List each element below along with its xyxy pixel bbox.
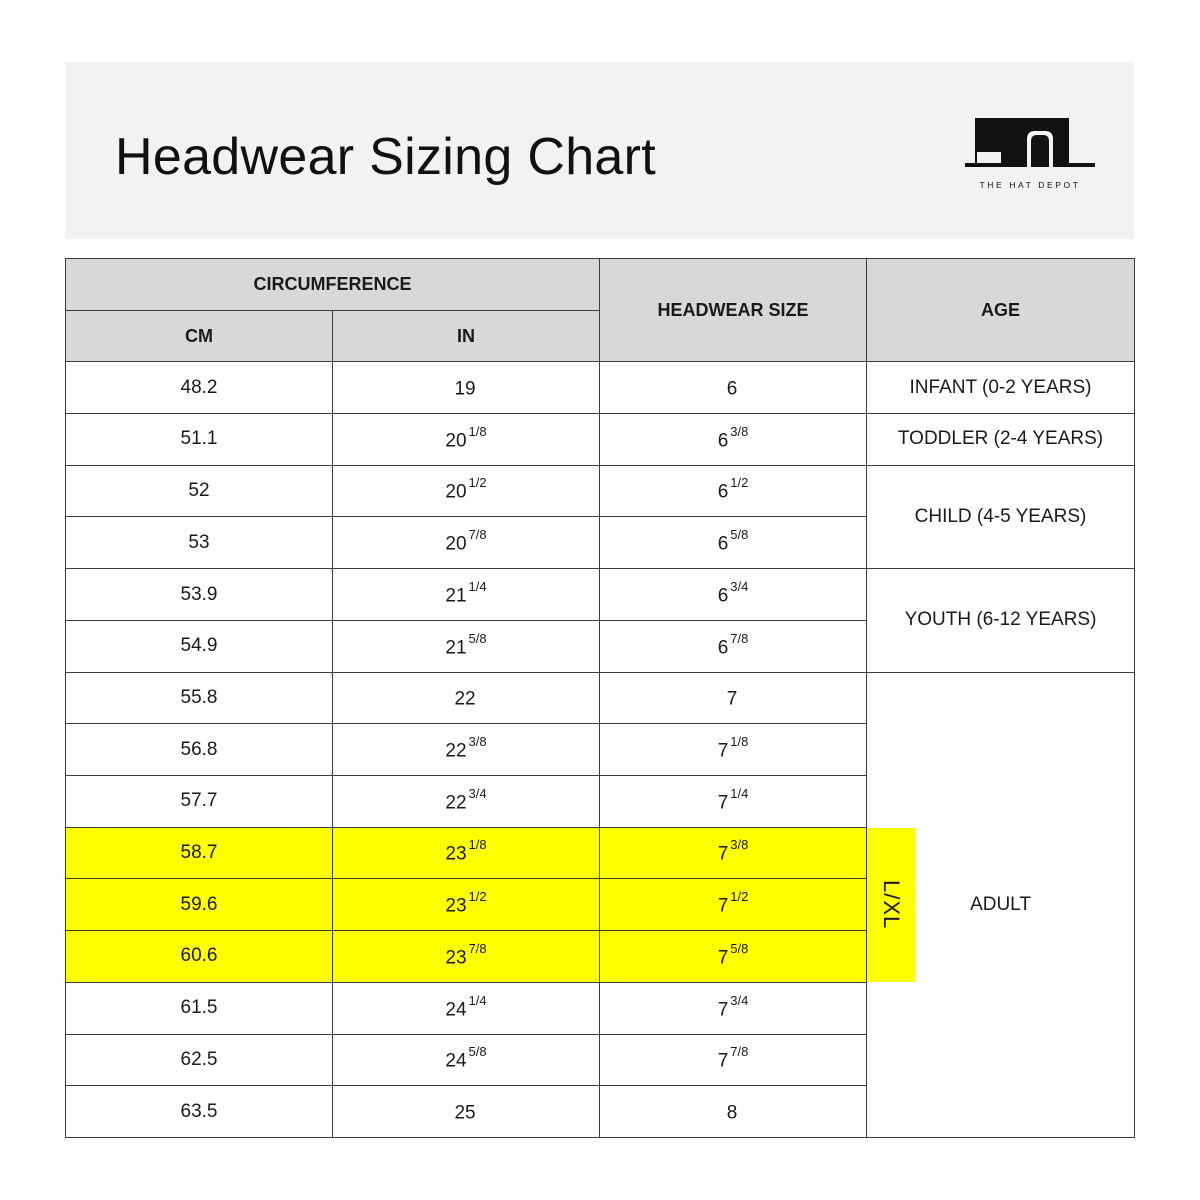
in-cell <box>333 1034 600 1086</box>
page-title: Headwear Sizing Chart <box>115 128 657 186</box>
age-cell-infant: INFANT (0-2 YEARS) <box>867 362 1135 414</box>
size-whole: 6 <box>726 378 738 400</box>
table-row <box>66 414 1135 466</box>
size-fraction: 3/4 <box>730 578 749 594</box>
size-whole: 6 <box>717 585 729 607</box>
table-row <box>66 465 1135 517</box>
in-cell <box>333 569 600 621</box>
in-fraction: 1/8 <box>468 837 487 853</box>
size-fraction: 1/8 <box>730 733 749 749</box>
in-fraction: 1/2 <box>468 475 487 491</box>
brand-name: THE HAT DEPOT <box>979 180 1081 190</box>
size-cell <box>600 414 867 466</box>
in-whole: 21 <box>445 636 467 658</box>
cm-cell: 52 <box>66 465 333 517</box>
sizing-table <box>65 258 1135 1138</box>
size-cell <box>600 362 867 414</box>
size-cell <box>600 672 867 724</box>
in-cell <box>333 724 600 776</box>
size-whole: 6 <box>717 481 729 503</box>
cm-cell: 60.6 <box>66 931 333 983</box>
size-whole: 7 <box>717 947 729 969</box>
brand-logo <box>965 117 1095 197</box>
cm-cell: 48.2 <box>66 362 333 414</box>
header-banner <box>65 62 1134 239</box>
size-cell <box>600 1086 867 1138</box>
table-row <box>66 672 1135 724</box>
in-cell <box>333 1086 600 1138</box>
circumference-header: CIRCUMFERENCE <box>66 259 600 311</box>
lxl-label: L/XL <box>879 879 905 930</box>
adult-label: ADULT <box>970 893 1031 915</box>
size-fraction: 3/8 <box>730 837 749 853</box>
cm-header: CM <box>66 310 333 362</box>
in-fraction: 3/4 <box>468 785 487 801</box>
size-whole: 7 <box>726 688 738 710</box>
size-cell <box>600 465 867 517</box>
in-fraction: 5/8 <box>468 630 487 646</box>
in-fraction: 5/8 <box>468 1044 487 1060</box>
size-cell <box>600 931 867 983</box>
size-whole: 7 <box>717 740 729 762</box>
size-cell <box>600 879 867 931</box>
size-cell <box>600 827 867 879</box>
size-fraction: 5/8 <box>730 940 749 956</box>
size-fraction: 7/8 <box>730 630 749 646</box>
in-fraction: 1/4 <box>468 992 487 1008</box>
in-whole: 24 <box>445 998 467 1020</box>
age-cell-toddler: TODDLER (2-4 YEARS) <box>867 414 1135 466</box>
age-header: AGE <box>867 259 1135 362</box>
age-cell-adult <box>867 672 1135 1137</box>
in-header: IN <box>333 310 600 362</box>
cm-cell: 53 <box>66 517 333 569</box>
in-fraction: 7/8 <box>468 940 487 956</box>
in-cell <box>333 620 600 672</box>
size-cell <box>600 620 867 672</box>
in-cell <box>333 776 600 828</box>
cm-cell: 58.7 <box>66 827 333 879</box>
in-fraction: 7/8 <box>468 527 487 543</box>
size-fraction: 3/8 <box>730 423 749 439</box>
in-cell <box>333 672 600 724</box>
in-whole: 20 <box>445 430 467 452</box>
in-whole: 21 <box>445 585 467 607</box>
in-cell <box>333 414 600 466</box>
size-fraction: 3/4 <box>730 992 749 1008</box>
in-whole: 20 <box>445 481 467 503</box>
in-whole: 23 <box>445 843 467 865</box>
size-whole: 7 <box>717 998 729 1020</box>
size-fraction: 5/8 <box>730 527 749 543</box>
in-cell <box>333 362 600 414</box>
size-cell <box>600 724 867 776</box>
in-whole: 19 <box>454 378 476 400</box>
in-cell <box>333 982 600 1034</box>
hat-depot-logo-icon <box>965 117 1095 177</box>
in-cell <box>333 517 600 569</box>
size-fraction: 7/8 <box>730 1044 749 1060</box>
cm-cell: 55.8 <box>66 672 333 724</box>
in-whole: 22 <box>445 740 467 762</box>
size-whole: 6 <box>717 636 729 658</box>
in-whole: 22 <box>454 688 476 710</box>
table-row <box>66 362 1135 414</box>
size-whole: 8 <box>726 1102 738 1124</box>
size-whole: 7 <box>717 843 729 865</box>
in-fraction: 3/8 <box>468 733 487 749</box>
in-whole: 23 <box>445 895 467 917</box>
in-cell <box>333 879 600 931</box>
size-whole: 6 <box>717 533 729 555</box>
in-whole: 24 <box>445 1050 467 1072</box>
in-cell <box>333 827 600 879</box>
size-cell <box>600 517 867 569</box>
table-row <box>66 569 1135 621</box>
size-whole: 7 <box>717 895 729 917</box>
size-whole: 6 <box>717 430 729 452</box>
in-whole: 22 <box>445 792 467 814</box>
cm-cell: 62.5 <box>66 1034 333 1086</box>
age-cell-child: CHILD (4-5 YEARS) <box>867 465 1135 568</box>
cm-cell: 63.5 <box>66 1086 333 1138</box>
size-cell <box>600 1034 867 1086</box>
size-fraction: 1/2 <box>730 475 749 491</box>
cm-cell: 59.6 <box>66 879 333 931</box>
size-fraction: 1/4 <box>730 785 749 801</box>
cm-cell: 57.7 <box>66 776 333 828</box>
size-fraction: 1/2 <box>730 889 749 905</box>
cm-cell: 61.5 <box>66 982 333 1034</box>
in-fraction: 1/4 <box>468 578 487 594</box>
size-whole: 7 <box>717 792 729 814</box>
size-whole: 7 <box>717 1050 729 1072</box>
cm-cell: 56.8 <box>66 724 333 776</box>
in-whole: 20 <box>445 533 467 555</box>
age-cell-youth: YOUTH (6-12 YEARS) <box>867 569 1135 672</box>
size-cell <box>600 982 867 1034</box>
size-cell <box>600 569 867 621</box>
size-cell <box>600 776 867 828</box>
cm-cell: 54.9 <box>66 620 333 672</box>
in-whole: 23 <box>445 947 467 969</box>
sizing-table-body <box>66 362 1135 1138</box>
in-fraction: 1/8 <box>468 423 487 439</box>
in-cell <box>333 465 600 517</box>
cm-cell: 53.9 <box>66 569 333 621</box>
cm-cell: 51.1 <box>66 414 333 466</box>
in-fraction: 1/2 <box>468 889 487 905</box>
headwear-size-header: HEADWEAR SIZE <box>600 259 867 362</box>
in-cell <box>333 931 600 983</box>
in-whole: 25 <box>454 1102 476 1124</box>
